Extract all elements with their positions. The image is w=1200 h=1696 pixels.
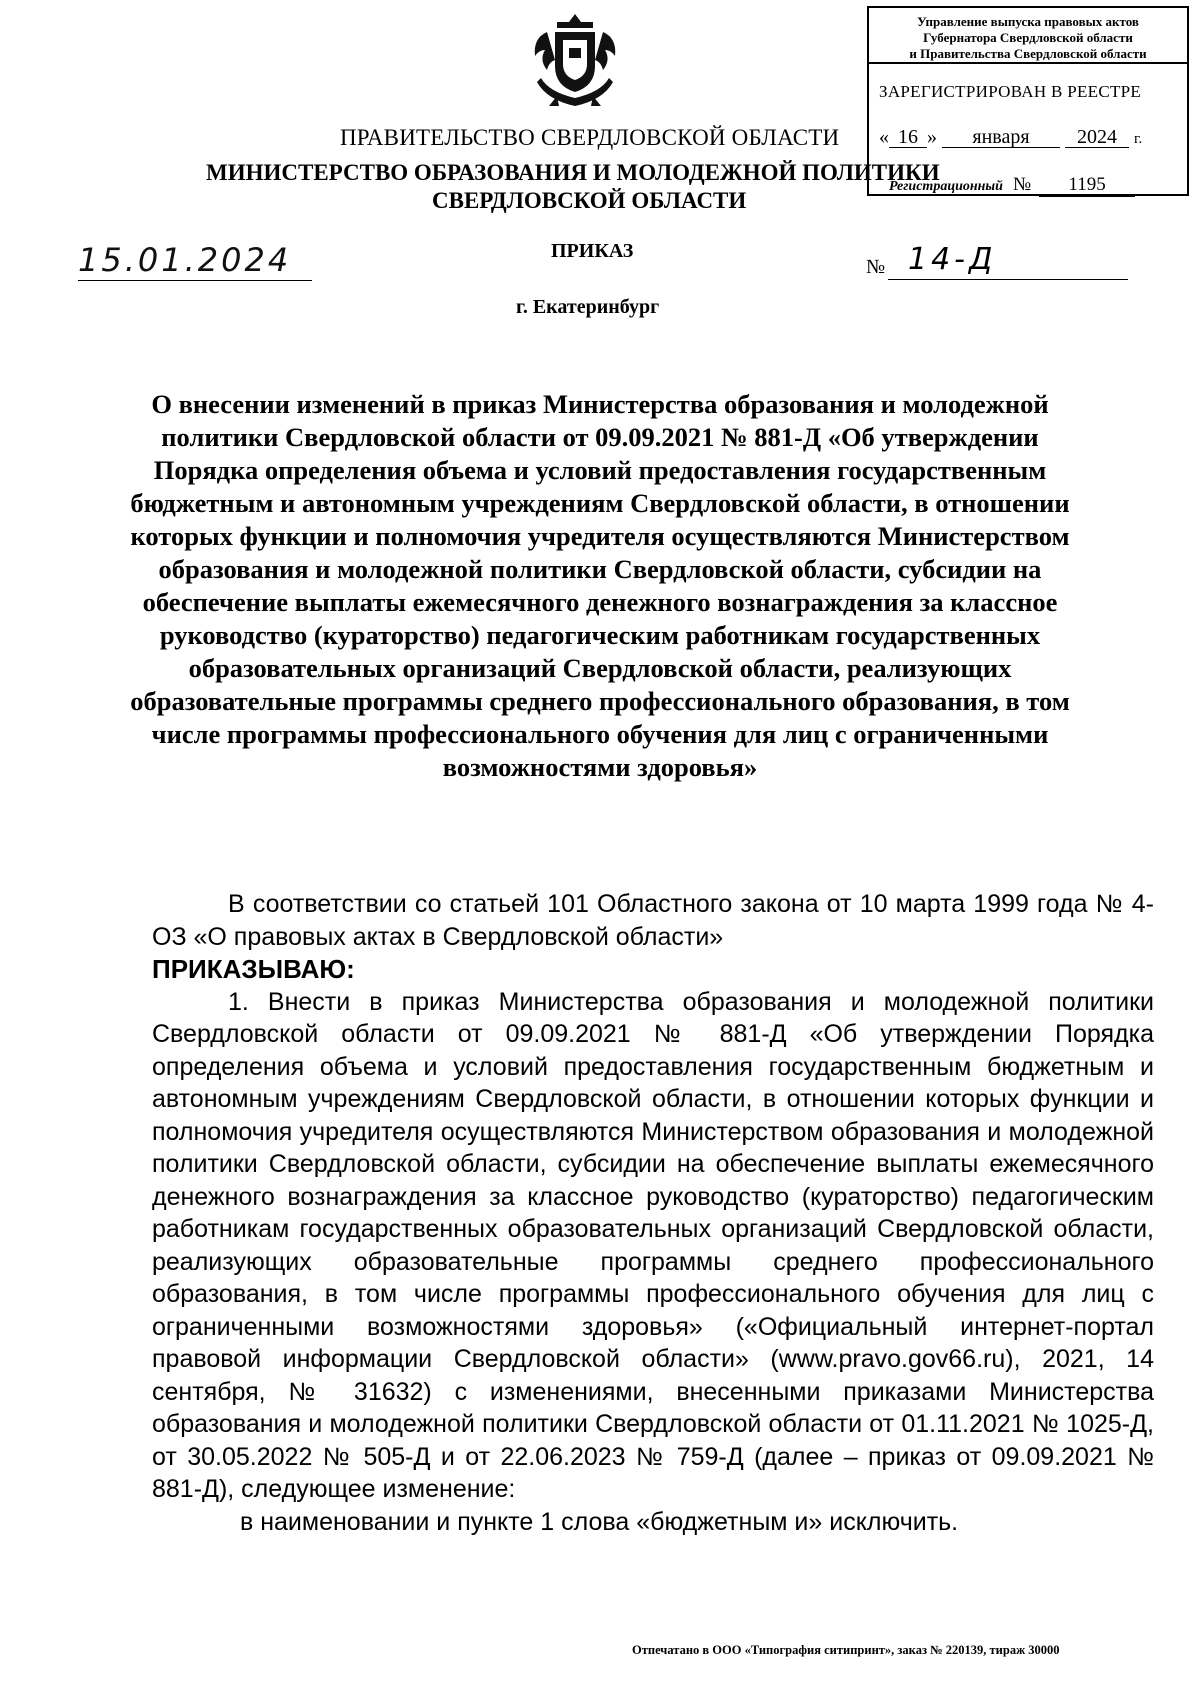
handwritten-order-number: 14-Д — [888, 240, 1128, 280]
document-title: О внесении изменений в приказ Министерства образования и молодежной политики Свердловской области от 09.09.2021 № 881-Д «Об утверждении Порядка определения объема и условий предоставления государственным бюджетным и автономным учреждениям Свердловской области, в отношении которых функции и полномочия учредителя осуществляются Министерством образования и молодежной политики Свердловской области, субсидии на обеспечение выплаты ежемесячного денежного вознаграждения за классное руководство (кураторство) педагогическим работникам государственных образовательных организаций Свердловской области, реализующих образовательные программы среднего профессионального образования, в том числе программы профессионального обучения для лиц с ограниченными возможностями здоровья» — [130, 389, 1070, 782]
document-type: ПРИКАЗ — [551, 240, 634, 262]
preamble-paragraph: В соответствии со статьей 101 Областного закона от 10 марта 1999 года № 4-ОЗ «О правовых актах в Свердловской области» — [152, 890, 1154, 951]
registration-day: 16 — [889, 127, 927, 148]
registration-year: 2024 — [1065, 127, 1129, 148]
registration-title: ЗАРЕГИСТРИРОВАН В РЕЕСТРЕ — [879, 82, 1142, 101]
registration-header-line: и Правительства Свердловской области — [909, 46, 1147, 61]
registration-header-line: Губернатора Свердловской области — [923, 30, 1133, 45]
registration-month: января — [942, 127, 1060, 148]
document-body — [152, 888, 1154, 1538]
order-word: ПРИКАЗЫВАЮ: — [152, 954, 355, 984]
registration-header-line: Управление выпуска правовых актов — [917, 14, 1139, 29]
registration-date — [879, 126, 1142, 149]
date-open-quote: « — [879, 126, 889, 148]
government-name: ПРАВИТЕЛЬСТВО СВЕРДЛОВСКОЙ ОБЛАСТИ — [340, 125, 840, 150]
date-close-quote: » — [927, 126, 937, 148]
point-1-paragraph: 1. Внести в приказ Министерства образования и молодежной политики Свердловской области от 09.09.2021 № 881-Д «Об утверждении Порядка определения объема и условий предоставления государственным бюджетным и автономным учреждениям Свердловской области, в отношении которых функции и полномочия учредителя осуществляются Министерством образования и молодежной политики Свердловской области, субсидии на обеспечение выплаты ежемесячного денежного вознаграждения за классное руководство (кураторство) педагогическим работникам государственных образовательных организаций Свердловской области, реализующих образовательные программы среднего профессионального образования, в том числе программы профессионального обучения для лиц с ограниченными возможностями здоровья» («Официальный интернет-портал правовой информации Свердловской области» (www.pravo.gov66.ru), 2021, 14 сентября, № 31632) с изменениями, внесенными приказами Министерства образования и молодежной политики Свердловской области от 01.11.2021 № 1025-Д, от 30.05.2022 № 505-Д и от 22.06.2023 № 759-Д (далее – приказ от 09.09.2021 № 881-Д), следующее изменение: — [152, 987, 1154, 1503]
city: г. Екатеринбург — [516, 296, 660, 318]
registration-year-suffix: г. — [1134, 131, 1143, 147]
number-sign: № — [1012, 174, 1032, 195]
ministry-name-line1: МИНИСТЕРСТВО ОБРАЗОВАНИЯ И МОЛОДЕЖНОЙ ПОЛИТИКИ — [206, 160, 940, 185]
print-footer: Отпечатано в ООО «Типография ситипринт», заказ № 220139, тираж 30000 — [632, 1643, 1060, 1657]
change-paragraph: в наименовании и пункте 1 слова «бюджетным и» исключить. — [240, 1507, 959, 1536]
coat-of-arms-icon — [527, 8, 623, 110]
registration-header — [869, 8, 1187, 64]
registration-number-value: 1195 — [1039, 174, 1135, 197]
order-number-sign: № — [866, 256, 886, 278]
handwritten-date: 15.01.2024 — [78, 240, 312, 281]
ministry-name-line2: СВЕРДЛОВСКОЙ ОБЛАСТИ — [432, 188, 747, 213]
registration-number-label: Регистрационный — [889, 179, 1003, 194]
